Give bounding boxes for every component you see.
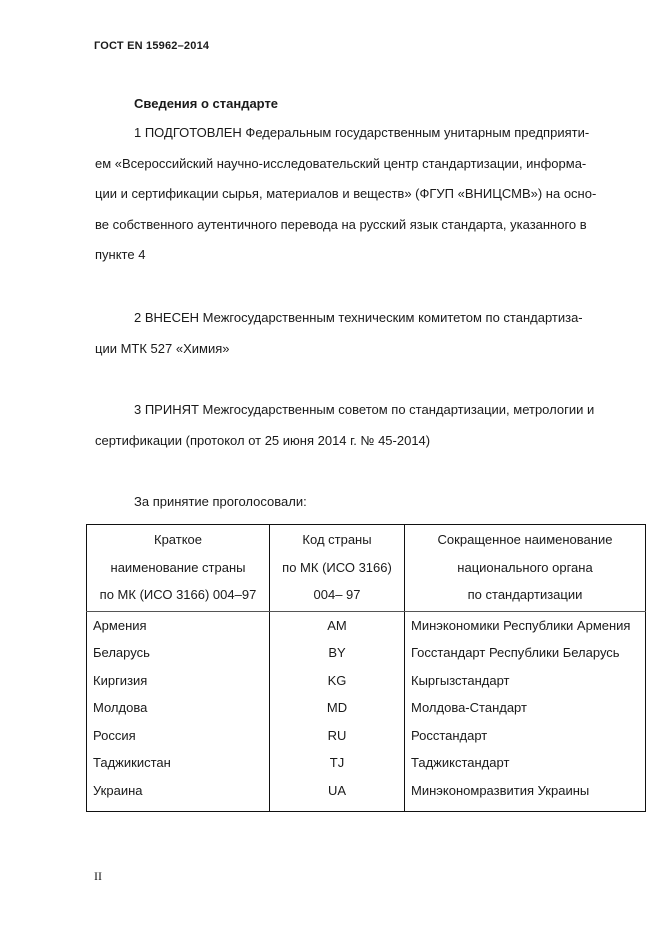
table-row (87, 749, 646, 777)
header-country-code: Код страны по МК (ИСО 3166) 004– 97 (270, 525, 405, 612)
paragraph-submitted-by (95, 303, 615, 364)
table-row (87, 667, 646, 695)
table-row (87, 611, 646, 639)
country-name-cell: Таджикистан (87, 749, 270, 777)
country-name-cell: Украина (87, 777, 270, 811)
country-name-cell: Россия (87, 722, 270, 750)
paragraph-adopted-by (95, 395, 615, 456)
country-code-cell: MD (270, 694, 405, 722)
country-code-cell: UA (270, 777, 405, 811)
country-code-cell: TJ (270, 749, 405, 777)
paragraph-line: ве собственного аутентичного перевода на русский язык стандарта, указанного в (95, 216, 587, 232)
standards-body-cell: Минэкономики Республики Армения (405, 611, 646, 639)
header-country-name: Краткое наименование страны по МК (ИСО 3166) 004–97 (87, 525, 270, 612)
standards-body-cell: Кыргызстандарт (405, 667, 646, 695)
voted-label: За принятие проголосовали: (134, 494, 307, 509)
header-standards-body: Сокращенное наименование национального органа по стандартизации (405, 525, 646, 612)
paragraph-prepared-by (95, 118, 615, 271)
country-code-cell: BY (270, 639, 405, 667)
standards-body-cell: Минэкономразвития Украины (405, 777, 646, 811)
paragraph-line: 3 ПРИНЯТ Межгосударственным советом по стандартизации, метрологии и (134, 402, 595, 417)
table-row (87, 777, 646, 811)
table-row (87, 694, 646, 722)
country-name-cell: Армения (87, 611, 270, 639)
paragraph-line: ции и сертификации сырья, материалов и веществ» (ФГУП «ВНИЦСМВ») на осно- (95, 186, 597, 201)
paragraph-line: 1 ПОДГОТОВЛЕН Федеральным государственным унитарным предприяти- (134, 125, 590, 140)
paragraph-line: ем «Всероссийский научно-исследовательский центр стандартизации, информа- (95, 155, 587, 171)
voting-table (86, 524, 646, 812)
table-header-row (87, 525, 646, 612)
standards-body-cell: Росстандарт (405, 722, 646, 750)
country-name-cell: Киргизия (87, 667, 270, 695)
country-name-cell: Беларусь (87, 639, 270, 667)
paragraph-line: сертификации (протокол от 25 июня 2014 г. № 45-2014) (95, 432, 431, 448)
paragraph-line: пункте 4 (95, 247, 146, 262)
paragraph-line: ции МТК 527 «Химия» (95, 340, 230, 356)
table-row (87, 639, 646, 667)
standards-body-cell: Таджикстандарт (405, 749, 646, 777)
table-row (87, 722, 646, 750)
document-code: ГОСТ EN 15962–2014 (94, 40, 210, 52)
section-title: Сведения о стандарте (134, 96, 279, 111)
standards-body-cell: Госстандарт Республики Беларусь (405, 639, 646, 667)
country-code-cell: RU (270, 722, 405, 750)
standards-body-cell: Молдова-Стандарт (405, 694, 646, 722)
country-name-cell: Молдова (87, 694, 270, 722)
page-number: II (94, 869, 102, 883)
country-code-cell: KG (270, 667, 405, 695)
paragraph-line: 2 ВНЕСЕН Межгосударственным техническим комитетом по стандартиза- (134, 310, 583, 325)
country-code-cell: AM (270, 611, 405, 639)
